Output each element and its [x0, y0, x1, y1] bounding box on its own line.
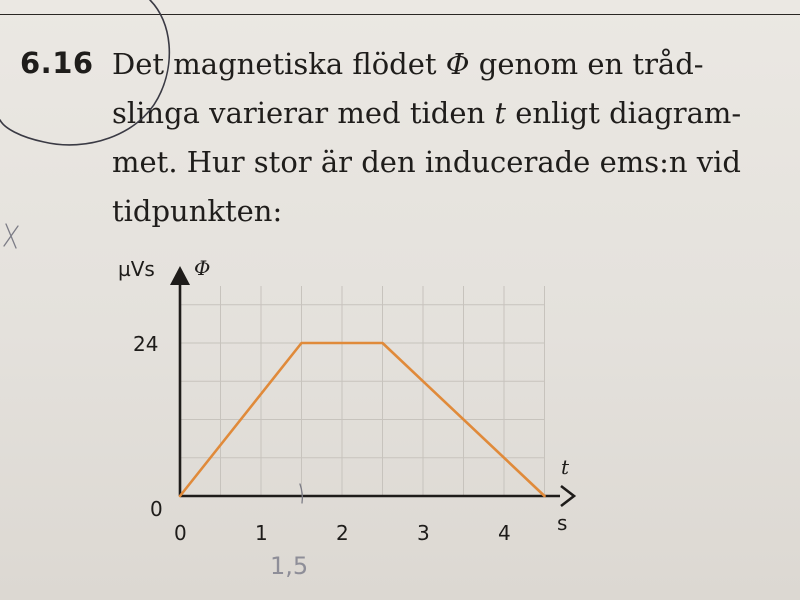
- handwritten-annotations: [0, 0, 308, 580]
- problem-line-3: met. Hur stor är den inducerade ems:n vid: [112, 145, 741, 179]
- x-tick-label: 3: [417, 521, 430, 545]
- x-tick-label: 0: [174, 521, 187, 545]
- text-run: genom en tråd-: [469, 47, 704, 81]
- y-axis-symbol: Φ: [194, 256, 211, 280]
- x-axis-arrow: [561, 486, 574, 506]
- y-tick-label: 24: [133, 332, 159, 356]
- y-axis-arrow: [170, 266, 190, 285]
- handwritten-note: 1,5: [270, 552, 309, 580]
- x-unit-label: s: [557, 511, 568, 535]
- x-tick-label: 2: [336, 521, 349, 545]
- text-run: Det magnetiska flödet: [112, 47, 446, 81]
- y-tick-label: 0: [150, 497, 163, 521]
- problem-line-4: tidpunkten:: [112, 194, 283, 228]
- text-run: enligt diagram-: [506, 96, 742, 130]
- chart-grid: [180, 286, 545, 496]
- flux-symbol: Φ: [445, 47, 470, 81]
- chart-axes: [170, 266, 574, 506]
- x-tick-label: 4: [498, 521, 511, 545]
- pencil-mark: [4, 224, 18, 248]
- pencil-circle: [0, 0, 169, 145]
- text-run: slinga varierar med tiden: [112, 96, 495, 130]
- time-symbol: t: [494, 96, 507, 130]
- y-unit-label: µVs: [118, 257, 155, 281]
- x-tick-label: 1: [255, 521, 268, 545]
- tick-labels: [133, 332, 511, 545]
- x-axis-symbol: t: [561, 455, 570, 479]
- problem-number: 6.16: [20, 46, 94, 80]
